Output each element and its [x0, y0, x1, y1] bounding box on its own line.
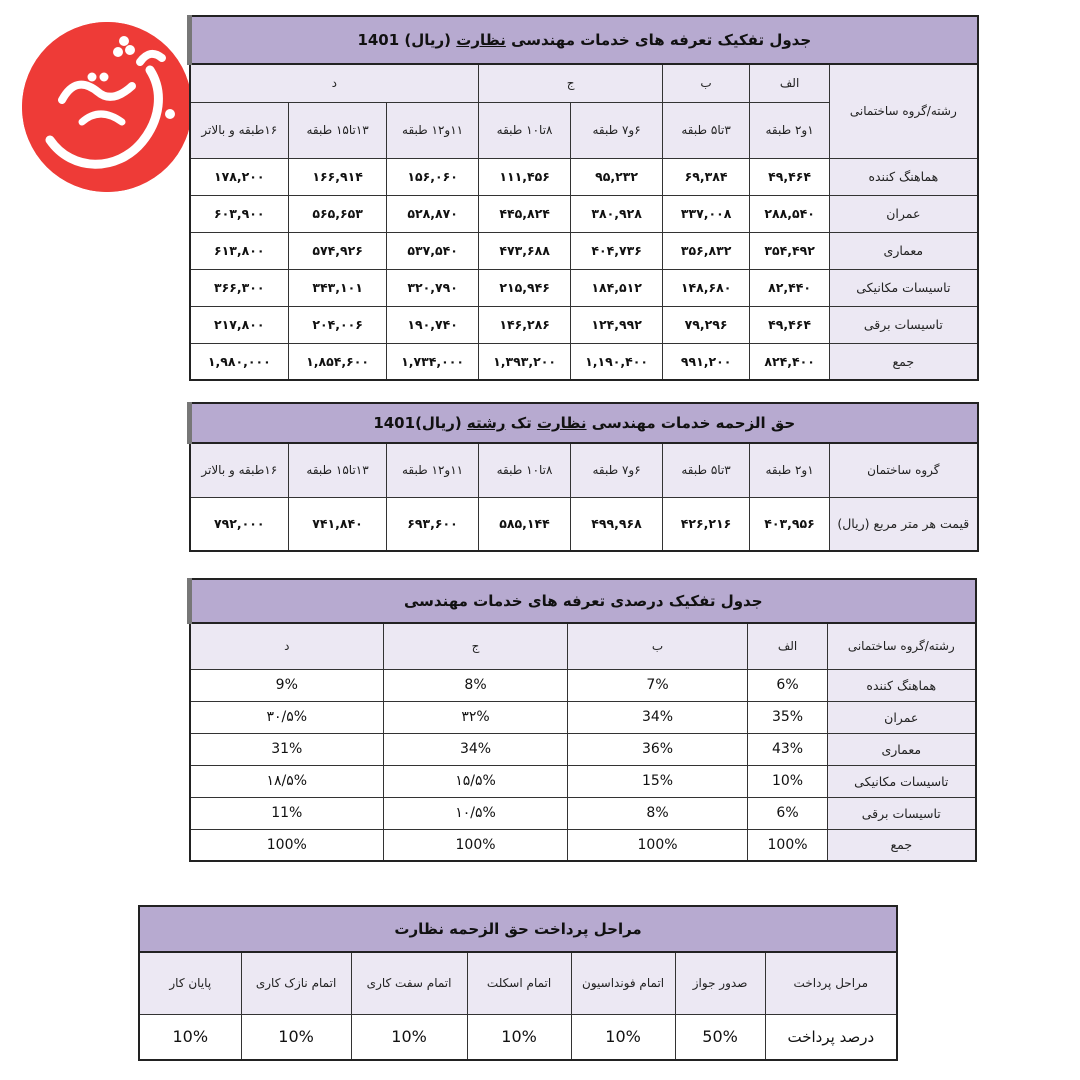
- floor-header: ۱۶طبقه و بالاتر: [190, 443, 289, 497]
- table-cell: ۱,۳۹۳,۲۰۰: [479, 343, 571, 380]
- supervision-tariff-table: [187, 15, 979, 381]
- row-label: معماری: [830, 232, 978, 269]
- table-cell: ۱۸۴,۵۱۲: [571, 269, 663, 306]
- table-row: [190, 733, 976, 765]
- stage-header: پایان کار: [139, 952, 241, 1014]
- table-cell: 11%: [190, 797, 384, 829]
- table-title: حق الزحمه خدمات مهندسی نظارت تک رشته (ریال)1401: [190, 403, 978, 443]
- table-cell: 100%: [568, 829, 748, 861]
- floor-header: ۱۱و۱۲ طبقه: [387, 102, 479, 158]
- table-cell: 100%: [384, 829, 568, 861]
- table-row: [190, 669, 976, 701]
- group-header: د: [190, 623, 384, 669]
- table-cell: ۱۴۶,۲۸۶: [479, 306, 571, 343]
- table-row: [190, 829, 976, 861]
- table-cell: ۵۷۴,۹۲۶: [289, 232, 387, 269]
- table-row: [139, 1014, 897, 1060]
- table-cell: ۳۵۶,۸۳۲: [663, 232, 750, 269]
- table-cell: ۳۳۷,۰۰۸: [663, 195, 750, 232]
- table-cell: ۷۹,۲۹۶: [663, 306, 750, 343]
- table-cell: ۳۴۳,۱۰۱: [289, 269, 387, 306]
- table-cell: ۴۰۳,۹۵۶: [750, 497, 830, 551]
- floor-header: ۶و۷ طبقه: [571, 102, 663, 158]
- table-cell: ۱۰/۵%: [384, 797, 568, 829]
- table-cell: 15%: [568, 765, 748, 797]
- table-cell: 10%: [351, 1014, 467, 1060]
- table-cell: 43%: [748, 733, 828, 765]
- table-cell: ۲۱۷,۸۰۰: [190, 306, 289, 343]
- floor-header: ۱۶طبقه و بالاتر: [190, 102, 289, 158]
- table-cell: 34%: [568, 701, 748, 733]
- table-cell: ۳۶۶,۳۰۰: [190, 269, 289, 306]
- table-cell: ۲۸۸,۵۴۰: [750, 195, 830, 232]
- table-cell: ۱۸/۵%: [190, 765, 384, 797]
- percentage-breakdown-table: [187, 578, 977, 862]
- group-header: الف: [748, 623, 828, 669]
- table-cell: ۴۹۹,۹۶۸: [571, 497, 663, 551]
- table-cell: 8%: [568, 797, 748, 829]
- table-cell: 9%: [190, 669, 384, 701]
- row-label: جمع: [830, 343, 978, 380]
- table-row: [190, 158, 978, 195]
- table-cell: 8%: [384, 669, 568, 701]
- row-label: معماری: [828, 733, 976, 765]
- table-cell: ۳۲۰,۷۹۰: [387, 269, 479, 306]
- table-row: [190, 306, 978, 343]
- group-header: ج: [384, 623, 568, 669]
- table-cell: 31%: [190, 733, 384, 765]
- table-cell: 6%: [748, 669, 828, 701]
- corner-header: گروه ساختمان: [830, 443, 978, 497]
- table-row: [190, 232, 978, 269]
- table-cell: 50%: [675, 1014, 765, 1060]
- table-cell: ۵۶۵,۶۵۳: [289, 195, 387, 232]
- row-label: عمران: [828, 701, 976, 733]
- row-label: تاسیسات برقی: [830, 306, 978, 343]
- group-header: الف: [750, 64, 830, 102]
- floor-header: ۸تا۱۰ طبقه: [479, 102, 571, 158]
- row-label: تاسیسات مکانیکی: [828, 765, 976, 797]
- table-cell: ۸۲۴,۴۰۰: [750, 343, 830, 380]
- row-label: درصد پرداخت: [765, 1014, 897, 1060]
- table-cell: ۲۱۵,۹۴۶: [479, 269, 571, 306]
- table-cell: ۱,۷۳۴,۰۰۰: [387, 343, 479, 380]
- table-cell: ۵۳۷,۵۴۰: [387, 232, 479, 269]
- corner-header: رشته/گروه ساختمانی: [828, 623, 976, 669]
- table-cell: ۱۲۴,۹۹۲: [571, 306, 663, 343]
- stage-header: اتمام سفت کاری: [351, 952, 467, 1014]
- table-row: [190, 701, 976, 733]
- row-label: هماهنگ کننده: [828, 669, 976, 701]
- table-cell: 7%: [568, 669, 748, 701]
- table-cell: ۳۵۴,۴۹۲: [750, 232, 830, 269]
- table-cell: 35%: [748, 701, 828, 733]
- stage-header: صدور جواز: [675, 952, 765, 1014]
- table-cell: ۱۹۰,۷۴۰: [387, 306, 479, 343]
- row-label: هماهنگ کننده: [830, 158, 978, 195]
- stage-header: اتمام فونداسیون: [571, 952, 675, 1014]
- group-header: ب: [663, 64, 750, 102]
- table-cell: ۴۹,۴۶۴: [750, 306, 830, 343]
- floor-header: ۱و۲ طبقه: [750, 443, 830, 497]
- table-cell: 10%: [467, 1014, 571, 1060]
- row-label: عمران: [830, 195, 978, 232]
- table-cell: ۸۲,۴۴۰: [750, 269, 830, 306]
- floor-header: ۳تا۵ طبقه: [663, 443, 750, 497]
- table-cell: ۵۸۵,۱۴۴: [479, 497, 571, 551]
- stage-header: اتمام اسکلت: [467, 952, 571, 1014]
- table-row: [190, 497, 978, 551]
- table-cell: ۴۲۶,۲۱۶: [663, 497, 750, 551]
- table-cell: 10%: [571, 1014, 675, 1060]
- group-header: ج: [479, 64, 663, 102]
- row-label: جمع: [828, 829, 976, 861]
- table-cell: 100%: [190, 829, 384, 861]
- table-cell: 10%: [241, 1014, 351, 1060]
- single-discipline-fee-table: [187, 402, 979, 552]
- table-cell: 6%: [748, 797, 828, 829]
- row-label: قیمت هر متر مربع (ریال): [830, 497, 978, 551]
- table-cell: ۲۰۴,۰۰۶: [289, 306, 387, 343]
- table-row: [190, 765, 976, 797]
- table-cell: ۶۹,۳۸۴: [663, 158, 750, 195]
- table-cell: ۳۰/۵%: [190, 701, 384, 733]
- table-cell: ۶۰۳,۹۰۰: [190, 195, 289, 232]
- table-cell: 34%: [384, 733, 568, 765]
- table-cell: ۹۹۱,۲۰۰: [663, 343, 750, 380]
- floor-header: ۶و۷ طبقه: [571, 443, 663, 497]
- table-title: جدول تفکیک درصدی تعرفه های خدمات مهندسی: [190, 579, 976, 623]
- floor-header: ۱و۲ طبقه: [750, 102, 830, 158]
- table-cell: ۶۹۳,۶۰۰: [387, 497, 479, 551]
- table-row: [190, 797, 976, 829]
- corner-header: مراحل پرداخت: [765, 952, 897, 1014]
- floor-header: ۳تا۵ طبقه: [663, 102, 750, 158]
- table-cell: 36%: [568, 733, 748, 765]
- floor-header: ۸تا۱۰ طبقه: [479, 443, 571, 497]
- table-cell: ۱۵/۵%: [384, 765, 568, 797]
- table-cell: ۴۰۴,۷۳۶: [571, 232, 663, 269]
- table-title: مراحل پرداخت حق الزحمه نظارت: [139, 906, 897, 952]
- table-cell: 10%: [748, 765, 828, 797]
- table-cell: 10%: [139, 1014, 241, 1060]
- table-cell: ۶۱۳,۸۰۰: [190, 232, 289, 269]
- table-cell: ۱۷۸,۲۰۰: [190, 158, 289, 195]
- table-cell: ۷۴۱,۸۴۰: [289, 497, 387, 551]
- table-cell: ۴۴۵,۸۲۴: [479, 195, 571, 232]
- table-cell: ۳۲%: [384, 701, 568, 733]
- floor-header: ۱۳تا۱۵ طبقه: [289, 102, 387, 158]
- stage-header: اتمام نازک کاری: [241, 952, 351, 1014]
- table-cell: ۱,۱۹۰,۴۰۰: [571, 343, 663, 380]
- table-cell: ۴۹,۴۶۴: [750, 158, 830, 195]
- floor-header: ۱۳تا۱۵ طبقه: [289, 443, 387, 497]
- floor-header: ۱۱و۱۲ طبقه: [387, 443, 479, 497]
- table-row: [190, 343, 978, 380]
- table-cell: ۵۲۸,۸۷۰: [387, 195, 479, 232]
- group-header: د: [190, 64, 479, 102]
- table-cell: ۱۴۸,۶۸۰: [663, 269, 750, 306]
- table-cell: ۱۵۶,۰۶۰: [387, 158, 479, 195]
- payment-stages-table: [138, 905, 898, 1061]
- logo-calligraphy-icon: [22, 22, 192, 192]
- row-label: تاسیسات برقی: [828, 797, 976, 829]
- group-header: ب: [568, 623, 748, 669]
- table-cell: ۳۸۰,۹۲۸: [571, 195, 663, 232]
- table-cell: ۹۵,۲۳۲: [571, 158, 663, 195]
- table-cell: ۱,۹۸۰,۰۰۰: [190, 343, 289, 380]
- logo: [22, 22, 192, 192]
- table-cell: ۷۹۲,۰۰۰: [190, 497, 289, 551]
- table-cell: 100%: [748, 829, 828, 861]
- table-row: [190, 195, 978, 232]
- row-label: تاسیسات مکانیکی: [830, 269, 978, 306]
- table-cell: ۴۷۳,۶۸۸: [479, 232, 571, 269]
- table-cell: ۱۶۶,۹۱۴: [289, 158, 387, 195]
- table-cell: ۱,۸۵۴,۶۰۰: [289, 343, 387, 380]
- table-title: جدول تفکیک تعرفه های خدمات مهندسی نظارت (ریال) 1401: [190, 16, 978, 64]
- corner-header: رشته/گروه ساختمانی: [830, 64, 978, 158]
- table-cell: ۱۱۱,۴۵۶: [479, 158, 571, 195]
- table-row: [190, 269, 978, 306]
